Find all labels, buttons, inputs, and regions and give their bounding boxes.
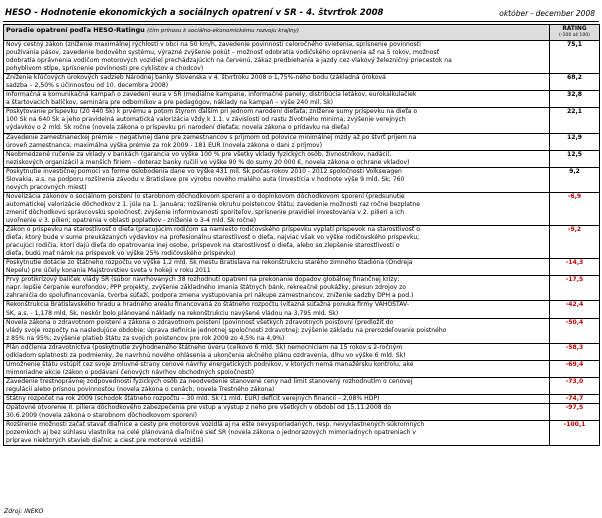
rating-value: -73,0	[550, 377, 600, 394]
header-description-cell	[4, 25, 550, 41]
description-line: Rekonštrukcia Bratislavského hradu a hradného areálu financovaná zo štátneho rozpočtu (víťazná súťažná ponuka firmy VÁHOSTAV-	[6, 301, 410, 309]
description-line: dieťa, budú mať nárok na príspevok vo výške 25% rodičovského príspevku)	[6, 250, 236, 258]
measure-description	[4, 301, 550, 318]
rating-value: -69,4	[550, 360, 600, 377]
description-line: regulácii alebo prísnou povinnosťou (novela zákona o cenách; novela Trestného zákona)	[6, 385, 275, 393]
description-line: 100 Sk na 640 Sk a jeho pravidelná automatická valorizácia vždy k 1.1. v závislosti od rastu životného minima; zvýšenie verejných	[6, 116, 406, 124]
header-description-label: Poradie opatrení podľa HESO-Ratingu	[6, 26, 145, 34]
header-description-note: (čím prínosu k sociálno-ekonomickému rozvoju krajiny)	[147, 28, 300, 34]
description-line: Prvý protikrízový balíček vlády SR (súbor navrhovaných 38 rozhodnutí opatrení na prekonanie dopadov globálnej finančnej krízy;	[6, 276, 400, 284]
measure-description	[4, 421, 550, 446]
table-row	[4, 133, 600, 150]
measure-description	[4, 192, 550, 225]
table-body	[4, 25, 600, 446]
rating-value: 9,2	[550, 167, 600, 192]
header-rating-label: RATING	[562, 26, 587, 32]
table-row	[4, 91, 600, 108]
description-line: uvoľnenie v 3. pilieri; opatrenia v oblasti poplatkov - zníženie o 3-4 mld. Sk ročne)	[6, 216, 256, 224]
rating-value: -9,2	[550, 226, 600, 259]
table-row	[4, 41, 600, 74]
description-line: zmeniť dôchodkovú správcovskú spoločnosť; zvýšenie informovanosti sporiteľov, sprísnenie pravidiel investovania v 2. pilieri a ich	[6, 208, 405, 216]
table-row	[4, 343, 600, 360]
description-line: Novela zákona o zdravotnom poistení a zákona o zdravotnom poistení (povinnosť všetkých zdravotných poisťovní (predložiť do	[6, 318, 394, 326]
table-row	[4, 404, 600, 421]
table-header-row	[4, 25, 600, 41]
description-line: neziskových organizácií a menších firiem – doteraz banky ručili vo výške 90 % do sumy 20 000 €, novela zákona o ochrane vkladov)	[6, 158, 410, 166]
period-label: október - december 2008	[499, 9, 595, 18]
measure-description	[4, 318, 550, 343]
rating-value: -97,5	[550, 404, 600, 421]
description-line: Slovakia, a.s. na podporu rozšírenia závodu v Bratislave pre výrobu nového malého auta (investícia v hodnote výše 9 mld. Sk; 760	[6, 175, 405, 183]
description-line: Zníženie kľúčových úrokových sadzieb Národnej banky Slovenska v 4. štvrťroku 2008 o 1,75%-ného bodu (základná úroková	[6, 74, 386, 82]
description-line: dieťa, ktorý bude v sume preukázaných výdavkov na profesionálnu starostlivosť o dieťa, najviac však vo výške rodičovského príspevku;	[6, 234, 420, 242]
description-line: Poskytnutie dotácie zo štátneho rozpočtu vo výške 1,2 mld. Sk mestu Bratislava na rekonštrukciu starého zimného štadióna (Ondreja	[6, 259, 413, 267]
document-title: HESO - Hodnotenie ekonomických a sociálnych opatrení v SR - 4. štvrťrok 2008	[5, 8, 384, 18]
description-line: Zavedenie trestnoprávnej zodpovednosti fyzických osôb za neodvedenie stanovené ceny nad limit stanovený rozhodnutím o cenovej	[6, 377, 413, 385]
table-row	[4, 276, 600, 301]
rating-value: -58,3	[550, 343, 600, 360]
description-line: používania pásov, zavedenie bodového systému, výrazné zvýšenie pokút – možnosť odobratia vodičského oprávnenia až na 5 rokov, možnosť	[6, 49, 440, 57]
description-line: Nový cestný zákon (zníženie maximálnej rýchlosti v obci na 50 km/h, zavedenie povinnosti celoročného svietenia, sprísnenie povinnosti	[6, 41, 421, 48]
rating-value: 32,8	[550, 91, 600, 108]
description-line: nových pracovných miest)	[6, 183, 87, 191]
measure-description	[4, 404, 550, 421]
description-line: úroveň zamestnanca; maximálna výška prémie za rok 2009 - 181 EUR (novela zákona o dani z príjmov)	[6, 141, 323, 149]
description-line: pohyblivom stĺpe, sprísnenie povinnosti pre cyklistov a chodcov)	[6, 65, 204, 73]
table-row	[4, 108, 600, 133]
rating-value: -100,1	[550, 421, 600, 446]
description-line: napr. lepšie čerpanie eurofondov, PPP projekty, zvýšenie základného imania štátnych bánk, rekreačné poukážky, presun zdrojov zo	[6, 284, 407, 292]
table-row	[4, 360, 600, 377]
description-line: sadzba – 2,50% s účinnosťou od 10. decembra 2008)	[6, 82, 169, 90]
description-line: Informačná a komunikačná kampaň o zavedení eura v SR (mediálne kampane, informačné panely, distribúcia letákov, eurokalkulačiek	[6, 91, 417, 99]
rating-value: -17,5	[550, 276, 600, 301]
description-line: Poskytnutie investičnej pomoci vo forme oslobodenia dane vo výške 431 mil. Sk počas rokov 2010 - 2012 spoločnosti Volkswagen	[6, 167, 402, 175]
measure-description	[4, 360, 550, 377]
description-line: Zavedenie zamestnaneckej prémie – negatívnej dane pre zamestnancov s príjmom od polovice minimálnej mzdy až po štvrť príjem na	[6, 133, 417, 141]
rating-value: -14,3	[550, 259, 600, 276]
table-row	[4, 167, 600, 192]
rating-value: 12,5	[550, 150, 600, 167]
rating-value: -50,4	[550, 318, 600, 343]
heso-table	[3, 24, 600, 446]
table-row	[4, 150, 600, 167]
description-line: pracujúci rodičia, ktorí dajú dieťa do opatrovania inej osobe, príspevok na starostlivosť o dieťa, alebo so zlepšenie starostlivosti o	[6, 242, 400, 250]
measure-description	[4, 108, 550, 133]
description-line: vlády svoje rozpočty na nasledujúce obdobie; úprava definície jednotnej spoločnosti zdravotnej; zvýšenie základu na prerozdeľovanie poistného	[6, 326, 447, 334]
table-row	[4, 377, 600, 394]
measure-description	[4, 74, 550, 91]
table-row	[4, 421, 600, 446]
source-note: Zdroj: INEKO	[4, 508, 44, 515]
description-line: a štartovacích balíčkov, seminára pre odborníkov a pre pedagógov, náklady na kampaň – výše 240 mil. Sk)	[6, 99, 334, 107]
description-line: Opätovné otvorenie II. piliera dôchodkového zabezpečenia pre vstup a výstup z neho pre všetkých v období od 15.11.2008 do	[6, 404, 392, 412]
description-line: Štátny rozpočet na rok 2009 (schodok štátneho rozpočtu – 30 mld. Sk (1 mld. EUR) deficit verejných financií – 2,08% HDP)	[6, 394, 380, 402]
description-line: Plán odčlenia zdravotníctva (poskytnutie zvýhodneného štátneho úveru (celkovo 6 mld. Sk) nemocniciam na 15 rokov s 2-ročným	[6, 343, 403, 351]
rating-value: 75,1	[550, 41, 600, 74]
measure-description	[4, 343, 550, 360]
description-line: Poskytovanie príspevku (20 440 Sk) k prvému a potom štyrom ďalším pri jednom narodení dieťaťa; zníženie sumy príspevku na dieťa o	[6, 108, 418, 116]
description-line: Rozšírenie možnosti začať stavať diaľnice a cesty pre motorové vozidlá aj na ešte nevysporiadaných, resp. nevyvlastnených súkromných	[6, 421, 425, 429]
description-line: výdavkov o 2 mld. Sk ročne (novela zákona o príspevku pri narodení dieťaťa; novela zákona o prídavku na dieťa)	[6, 124, 350, 132]
measure-description	[4, 276, 550, 301]
measure-description	[4, 41, 550, 74]
table-row	[4, 318, 600, 343]
measure-description	[4, 150, 550, 167]
description-line: zahraničia do spolufinancovania, tvorba súťaží, podpora zmena vystupovania pri nákupe zamestnancov, zníženie sadzby DPH a pod.)	[6, 292, 414, 300]
description-line: Zákon o príspevku na starostlivosť o dieťa (pracujúcim rodičom sa namiesto rodičovského príspevku vyplatí príspevok na starostlivosť o	[6, 226, 420, 234]
table-row	[4, 192, 600, 225]
table-row	[4, 301, 600, 318]
description-line: odkladom splatnosti za podmienky, že navrhnú nového ohlásenia a ukončenia akčného plánu ozdravenia, dlhu vo výške 6 mld. Sk)	[6, 351, 406, 359]
description-line: automatickej valorizácie dôchodkov z 1. júla na 1. januára; rozšírenie okruhu poistencov štátu; zavedenie možnosti raz ročne bezplatne	[6, 200, 421, 208]
description-line: Novelizácia zákonov o sociálnom poistení (o starobnom dôchodkovom sporení a o doplnkovom dôchodkovom sporení (predsunutie	[6, 192, 405, 200]
measure-description	[4, 377, 550, 394]
table-row	[4, 259, 600, 276]
rating-value: -74,7	[550, 394, 600, 403]
header-rating-cell	[550, 25, 600, 41]
rating-value: 68,2	[550, 74, 600, 91]
measure-description	[4, 226, 550, 259]
table-row	[4, 226, 600, 259]
table-row	[4, 394, 600, 403]
title-row	[3, 8, 599, 22]
measure-description	[4, 394, 550, 403]
header-rating-range: (-100 až 100)	[559, 32, 590, 38]
rating-value: -6,9	[550, 192, 600, 225]
rating-value: 12,9	[550, 133, 600, 150]
description-line: z 85% na 95%; zvýšenie platieb štátu za svojich poistencov pre rok 2009 zo 4,5% na 4,9%)	[6, 334, 285, 342]
table-row	[4, 74, 600, 91]
description-line: mimoriadne akcie (zákon o podávaní čenových návrhov obchodných spoločností)	[6, 368, 255, 376]
measure-description	[4, 91, 550, 108]
rating-value: -42,4	[550, 301, 600, 318]
description-line: pozemkoch aj bez súhlasu vlastníka na celé plánovaná diaľničné sieť SR (novela zákona o jednorazových mimoriadnych opatreniach v	[6, 429, 417, 437]
description-line: Nepelu) pre účely konania Majstrovstiev sveta v hokeji v roku 2011	[6, 267, 211, 275]
measure-description	[4, 133, 550, 150]
rating-value: 22,1	[550, 108, 600, 133]
description-line: odobratia oprávnenia vodičom motorových vozidiel prechádzajúcich na červenú, zákaz predbiehania a jazdy cez vlakový železničný priecestok na	[6, 57, 452, 65]
description-line: príprave niektorých stavieb diaľnic a ciest pre motorové vozidlá)	[6, 437, 204, 445]
measure-description	[4, 167, 550, 192]
description-line: SK, a.s. - 1,178 mld. Sk, neskôr bolo plánované náklady na rekonštrukciu navýšené vládou na 3,795 mld. Sk)	[6, 309, 339, 317]
measure-description	[4, 259, 550, 276]
description-line: Neobmedzené ručenie za vklady v bankách (garancia vo výške 100 % pre všetky vklady fyzických osôb, živnostníkov, nadácií,	[6, 150, 392, 158]
description-line: Umožnenie štátu vstúpiť cez svoje zmluvné strany cenové návrhy energetických podnikov, v ktorých nemá manažérsku kontrolu, aké	[6, 360, 414, 368]
description-line: 30.6.2009 (novela zákona o starobnom dôchodkovom sporení)	[6, 412, 198, 420]
